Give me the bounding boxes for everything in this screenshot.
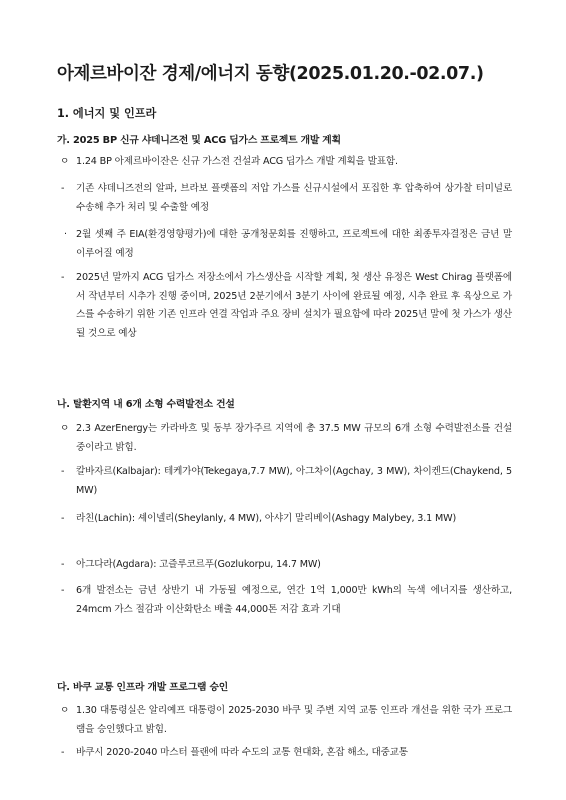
- list-marker: -: [61, 466, 65, 477]
- list-item-text: 기존 샤데니즈전의 알파, 브라보 플랫폼의 저압 가스를 신규시설에서 포집한 후 압축하여 상가찰 터미널로 수송해 추가 처리 및 수출할 예정: [76, 183, 512, 213]
- list-marker: -: [61, 559, 65, 570]
- list-item: [64, 226, 512, 263]
- subsection-heading-b: 나. 탈환지역 내 6개 소형 수력발전소 건설: [57, 399, 235, 410]
- list-marker: ㅇ: [60, 423, 70, 434]
- list-item-text: 1.30 대통령실은 알리예프 대통령이 2025-2030 바쿠 및 주변 지역 교통 인프라 개선을 위한 국가 프로그램을 승인했다고 밝힘.: [76, 705, 512, 735]
- list-item-text: 2.3 AzerEnergy는 카라바흐 및 동부 장가주르 지역에 총 37.5 MW 규모의 6개 소형 수력발전소를 건설 중이라고 밝힘.: [76, 423, 512, 453]
- list-item: [60, 702, 512, 739]
- list-item-text: 2월 셋째 주 EIA(환경영향평가)에 대한 공개청문회를 진행하고, 프로젝트에 대한 최종투자결정은 금년 말 이루어질 예정: [76, 229, 512, 259]
- list-item: [61, 556, 512, 575]
- list-marker: ㅇ: [60, 705, 70, 716]
- section-heading: 1. 에너지 및 인프라: [57, 107, 157, 120]
- list-item: [61, 510, 512, 529]
- list-item: [61, 744, 512, 763]
- list-item: [61, 463, 512, 500]
- subsection-heading-c: 다. 바쿠 교통 인프라 개발 프로그램 승인: [57, 682, 229, 693]
- list-marker: ㅇ: [60, 156, 70, 167]
- list-item: [61, 180, 512, 217]
- list-item-text: 1.24 BP 아제르바이잔은 신규 가스전 건설과 ACG 딥가스 개발 계획을 발표함.: [76, 156, 398, 167]
- list-marker: -: [61, 183, 65, 194]
- list-item-text: 바쿠시 2020-2040 마스터 플랜에 따라 수도의 교통 현대화, 혼잡 해소, 대중교통: [76, 747, 408, 758]
- list-marker: -: [61, 513, 65, 524]
- list-marker: ·: [64, 229, 67, 240]
- list-item-text: 아그다라(Agdara): 고즐루코르푸(Gozlukorpu, 14.7 MW): [76, 559, 321, 570]
- list-item-text: 2025년 말까지 ACG 딥가스 저장소에서 가스생산을 시작할 계획, 첫 생산 유정은 West Chirag 플랫폼에서 작년부터 시추가 진행 중이며, 2025년 2분기에서 3분기 사이에 완료될 예정, 시추 완료 후 육상으로 가스를 수송하기 위한 기존 인프라 연결 작업과 주요 장비 설치가 필요함에 따라 2025년 말에 첫 가스가 생산될 것으로 예상: [76, 272, 512, 339]
- list-item: [60, 420, 512, 457]
- list-marker: -: [61, 585, 65, 596]
- list-marker: -: [61, 747, 65, 758]
- list-item-text: 6개 발전소는 금년 상반기 내 가동될 예정으로, 연간 1억 1,000만 kWh의 녹색 에너지를 생산하고, 24mcm 가스 절감과 이산화탄소 배출 44,000톤 저감 효과 기대: [76, 585, 512, 615]
- page-title: 아제르바이잔 경제/에너지 동향(2025.01.20.-02.07.): [57, 64, 484, 84]
- list-item: [61, 269, 512, 343]
- list-marker: -: [61, 272, 65, 283]
- list-item-text: 라친(Lachin): 셰이넬리(Sheylanly, 4 MW), 아샤기 말리베이(Ashagy Malybey, 3.1 MW): [76, 513, 457, 524]
- list-item-text: 칼바자르(Kalbajar): 테케가야(Tekegaya,7.7 MW), 아그차이(Agchay, 3 MW), 차이켄드(Chaykend, 5 MW): [76, 466, 512, 496]
- list-item: [60, 153, 512, 172]
- subsection-heading-a: 가. 2025 BP 신규 샤데니즈전 및 ACG 딥가스 프로젝트 개발 계획: [57, 135, 341, 146]
- list-item: [61, 582, 512, 619]
